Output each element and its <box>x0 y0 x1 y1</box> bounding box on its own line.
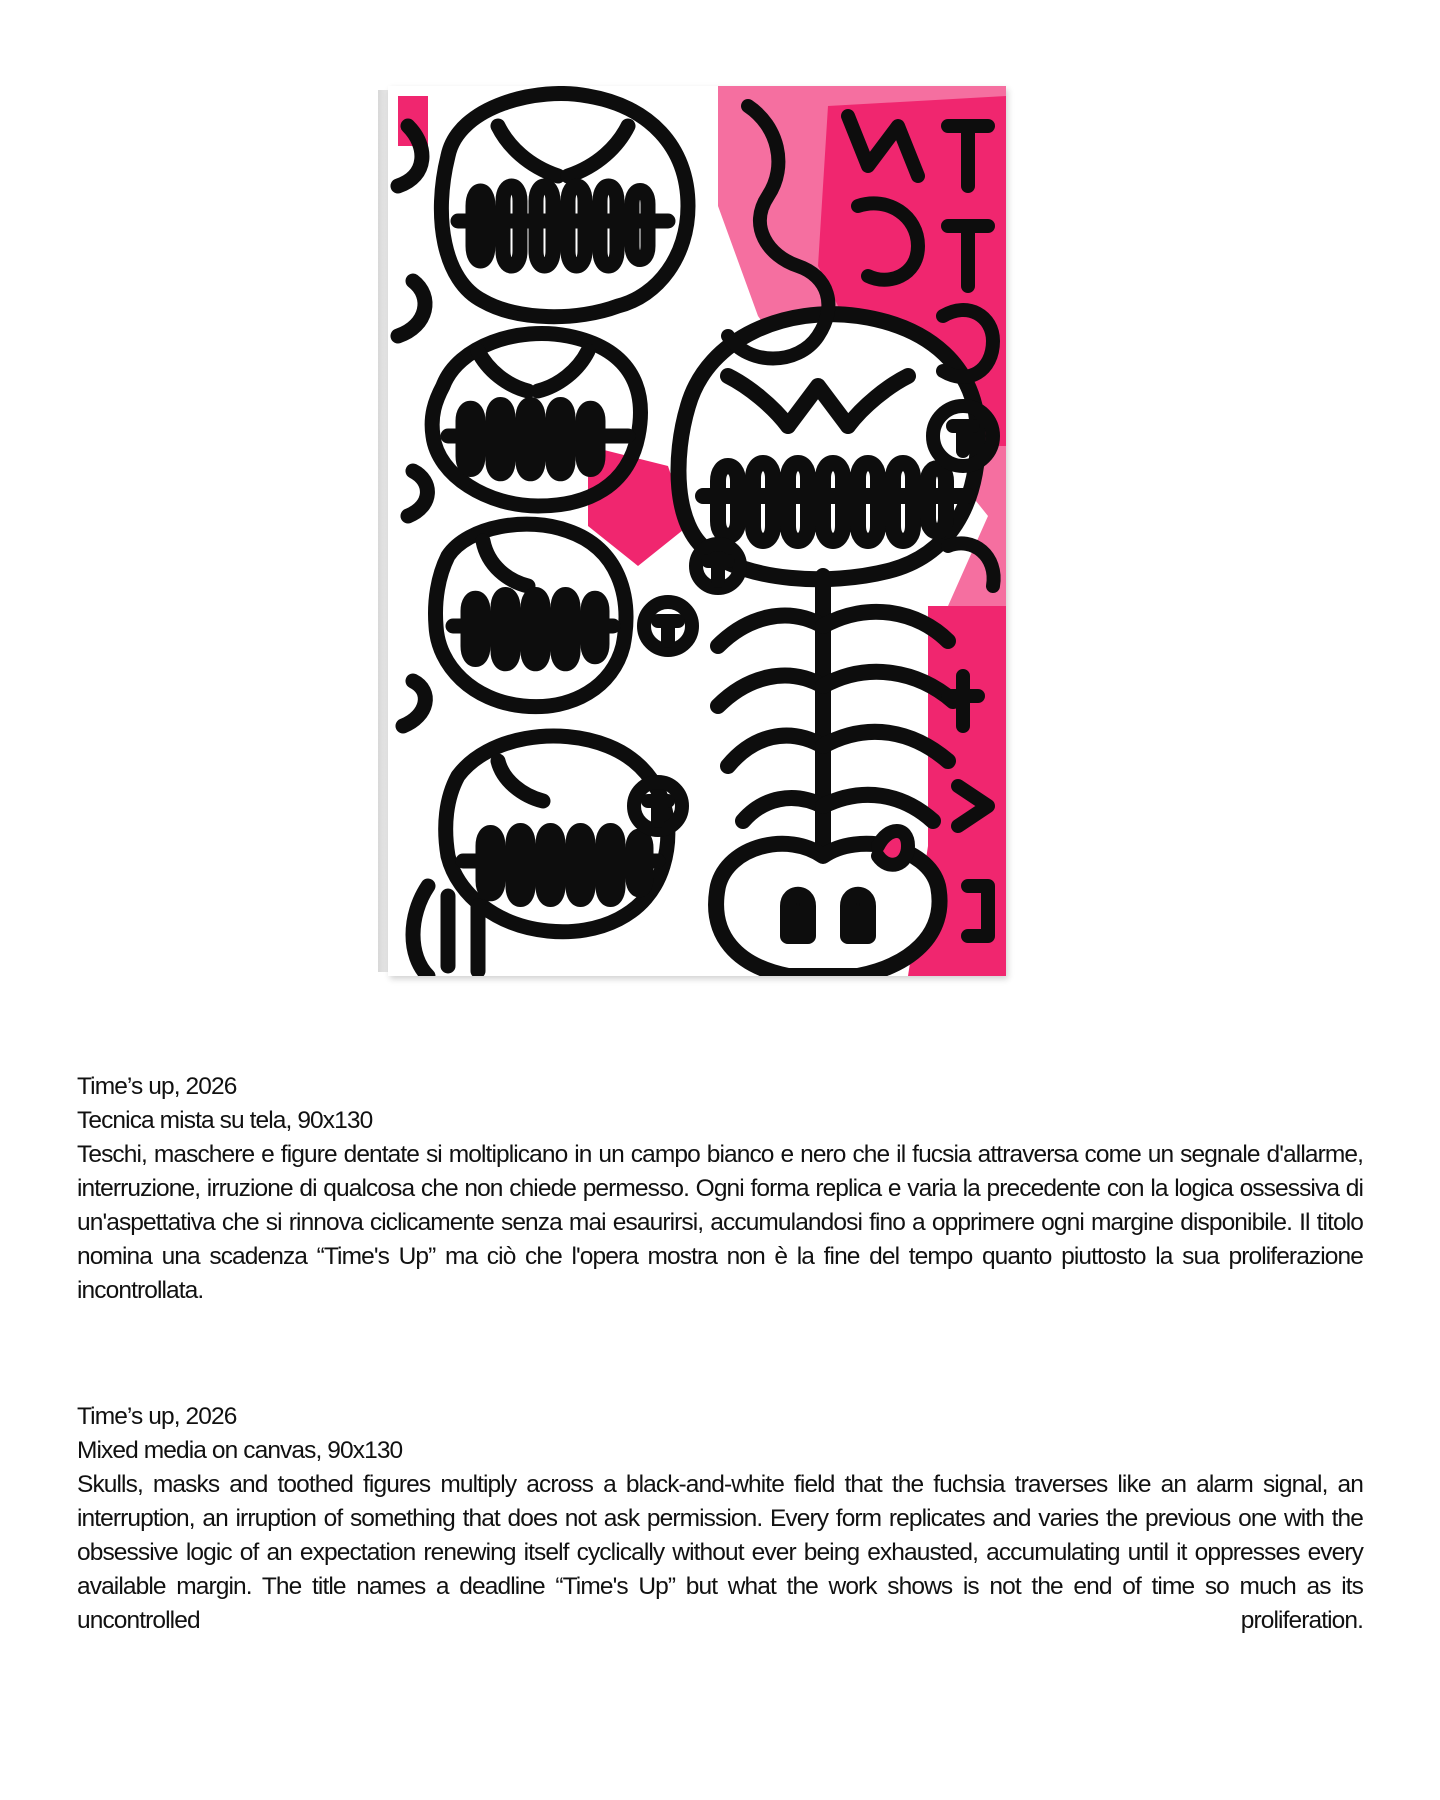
artwork-description: Teschi, maschere e figure dentate si moltiplicano in un campo bianco e nero che il fucsia attraversa come un segnale d'allarme, interruzione, irruzione di qualcosa che non chiede permesso. Ogni forma replica e varia la precedente con la logica ossessiva di un'aspettativa che si rinnova ciclicamente senza mai esaurirsi, accumulandosi fino a opprimere ogni margine disponibile. Il titolo nomina una scadenza “Time's Up” ma ciò che l'opera mostra non è la fine del tempo quanto piuttosto la sua proliferazione incontrollata. <box>77 1141 1363 1304</box>
artwork-description: Skulls, masks and toothed figures multiply across a black-and-white field that the fuchsia traverses like an alarm signal, an interruption, an irruption of something that does not ask permission. Every form replicates and varies the previous one with the obsessive logic of an expectation renewing itself cyclically without ever being exhausted, accumulating until it oppresses every available margin. The title names a deadline “Time's Up” but what the work shows is not the end of time so much as its uncontrolled proliferation. <box>77 1471 1363 1634</box>
artwork-title: Time’s up, 2026 <box>77 1403 237 1430</box>
caption-english <box>77 1400 1363 1638</box>
artwork-medium: Mixed media on canvas, 90x130 <box>77 1437 403 1464</box>
caption-italian <box>77 1070 1363 1308</box>
artwork-image <box>378 86 1006 976</box>
artwork-title: Time’s up, 2026 <box>77 1073 237 1100</box>
artwork-medium: Tecnica mista su tela, 90x130 <box>77 1107 373 1134</box>
painting-illustration <box>388 86 1006 976</box>
